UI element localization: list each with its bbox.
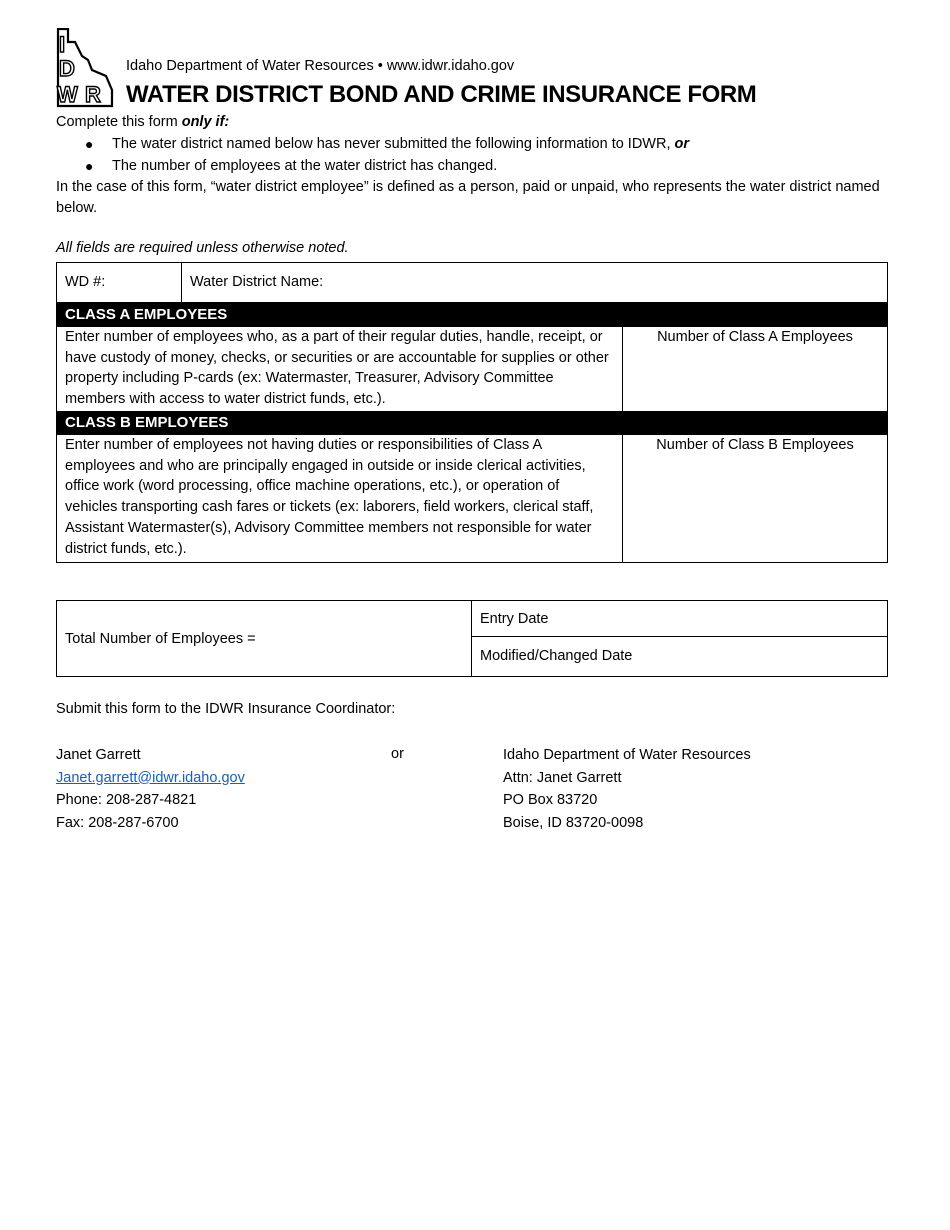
list-item [56, 155, 886, 177]
modified-date-label: Modified/Changed Date [480, 648, 633, 664]
class-a-heading: CLASS A EMPLOYEES [57, 303, 887, 327]
district-name-field[interactable] [182, 263, 887, 302]
list-item-emphasis: or [674, 136, 690, 152]
list-item-text: The water district named below has never submitted the following information to IDWR, [112, 136, 675, 152]
mail-attn: Attn: Janet Garrett [503, 769, 622, 786]
entry-date-label: Entry Date [480, 611, 549, 627]
class-b-heading: CLASS B EMPLOYEES [57, 411, 887, 435]
contact-name: Janet Garrett [56, 747, 141, 763]
contact-email-link[interactable]: Janet.garrett@idwr.idaho.gov [56, 769, 245, 786]
district-row [57, 263, 887, 303]
mailing-address-block [503, 744, 751, 835]
totals-table [56, 600, 888, 677]
submit-instruction: Submit this form to the IDWR Insurance Coordinator: [56, 701, 396, 717]
idwr-logo [56, 28, 114, 108]
mail-po-box: PO Box 83720 [503, 792, 598, 809]
form-title: WATER DISTRICT BOND AND CRIME INSURANCE FORM [126, 81, 757, 108]
class-b-count-field[interactable] [623, 435, 887, 562]
list-item-text: The number of employees at the water district has changed. [112, 158, 498, 174]
complete-prefix: Complete this form [56, 114, 182, 130]
modified-date-field[interactable] [472, 637, 887, 676]
svg-text:I: I [59, 32, 66, 57]
or-separator: or [391, 746, 404, 762]
svg-text:D: D [59, 56, 75, 81]
dates-column [472, 601, 887, 676]
class-a-description: Enter number of employees who, as a part of their regular duties, handle, receipt, or have custody of money, checks, or securities or are accountable for supplies or other property including P-cards (ex: Watermaster, Treasurer, Advisory Committee members with access to water district funds, etc.). [57, 327, 623, 411]
bullet-icon: ● [85, 136, 94, 152]
contact-block [56, 744, 245, 835]
complete-emphasis: only if: [181, 114, 230, 130]
complete-instruction [56, 112, 886, 132]
class-a-count-field[interactable] [623, 327, 887, 411]
list-item [56, 133, 886, 155]
intro-section [56, 112, 886, 219]
mail-city: Boise, ID 83720-0098 [503, 815, 644, 832]
district-name-label: Water District Name: [190, 274, 324, 290]
employee-definition: In the case of this form, “water district employee” is defined as a person, paid or unpaid, who represents the water district named below. [56, 179, 880, 216]
total-employees-field[interactable] [57, 601, 472, 676]
contact-phone: Phone: 208-287-4821 [56, 792, 197, 809]
class-b-row [57, 435, 887, 562]
condition-list [56, 133, 886, 177]
page-header [56, 28, 896, 110]
total-employees-label: Total Number of Employees = [65, 630, 256, 647]
svg-text:W: W [57, 82, 78, 107]
entry-date-field[interactable] [472, 601, 887, 637]
class-a-count-label: Number of Class A Employees [657, 329, 853, 345]
wd-number-field[interactable] [57, 263, 182, 302]
bullet-icon: ● [85, 158, 94, 174]
class-a-row [57, 327, 887, 411]
class-b-count-label: Number of Class B Employees [656, 437, 854, 453]
class-b-description: Enter number of employees not having duties or responsibilities of Class A employees and who are principally engaged in outside or inside clerical activities, office work (word processing, office machine operations, etc.), or operation of vehicles transporting cash fares or tickets (ex: laborers, field workers, clerical staff, Assistant Watermaster(s), Advisory Committee members not responsible for water district funds, etc.). [57, 435, 623, 562]
employee-form-table [56, 262, 888, 563]
agency-line: Idaho Department of Water Resources • www.idwr.idaho.gov [126, 58, 515, 74]
wd-number-label: WD #: [65, 274, 106, 290]
contact-fax: Fax: 208-287-6700 [56, 815, 179, 832]
mail-org: Idaho Department of Water Resources [503, 747, 751, 763]
required-note: All fields are required unless otherwise noted. [56, 240, 349, 256]
svg-text:R: R [85, 82, 101, 107]
